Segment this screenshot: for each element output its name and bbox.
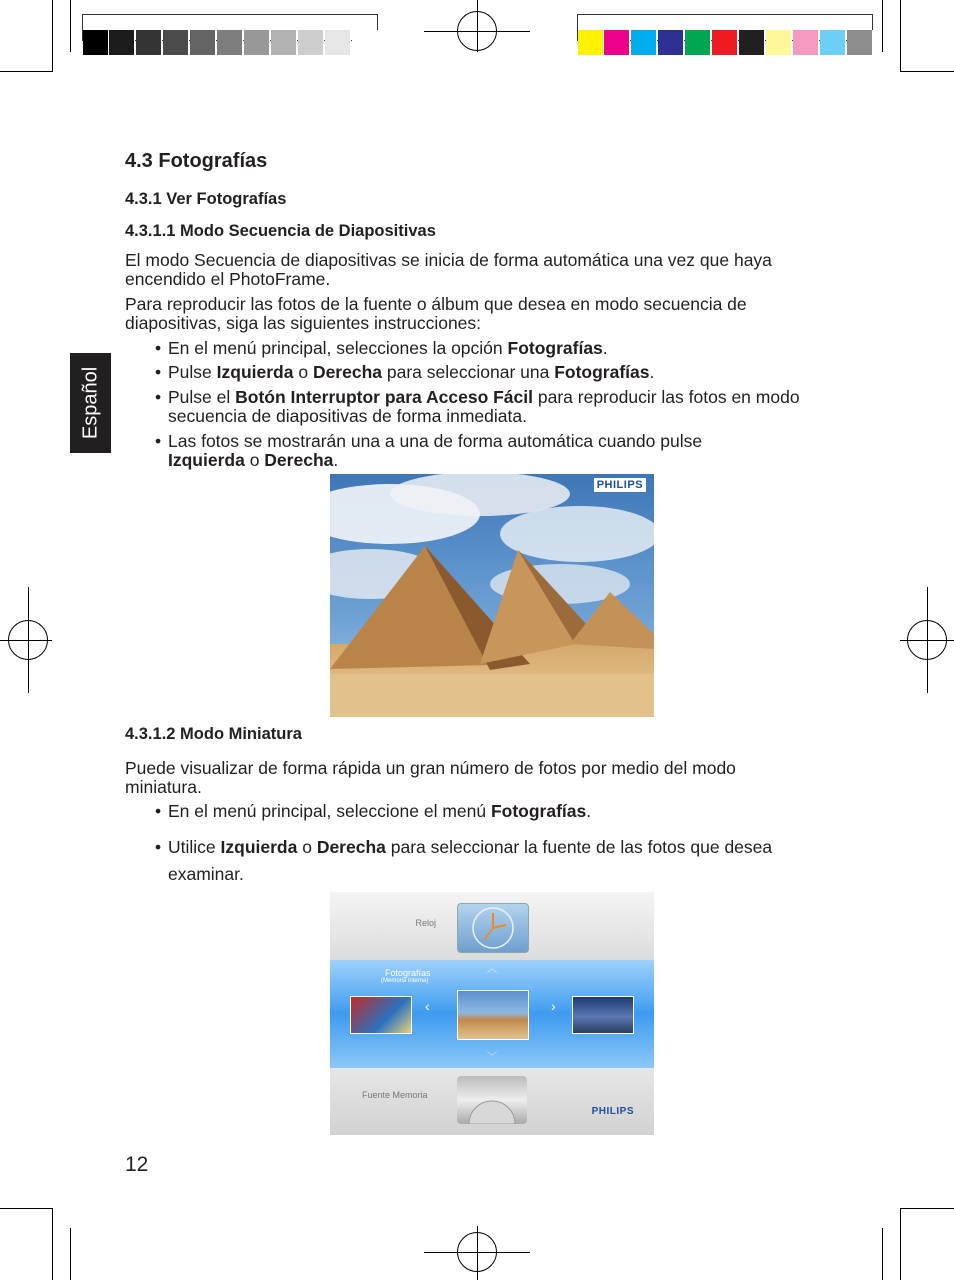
language-tab-label: Español [79, 366, 101, 440]
section-title: 4.3 Fotografías [125, 150, 268, 172]
chevron-down-icon[interactable]: ﹀ [487, 1052, 497, 1063]
list-item: • Las fotos se mostrarán una a una de forma automática cuando pulse Izquierda o Derecha. [155, 431, 703, 470]
menu-clock-label: Reloj [415, 918, 436, 928]
crop-mark [900, 1208, 901, 1280]
list-item: • Utilice Izquierda o Derecha para seleccionar la fuente de las fotos que desea examinar. [155, 837, 773, 884]
cmyk-color-bar [577, 14, 873, 41]
list-item: • En el menú principal, selecciones la opción Fotografías. [155, 338, 608, 358]
slideshow-para-2: Para reproducir las fotos de la fuente o álbum que desea en modo secuencia de diapositivas, siga las siguientes instrucciones: [125, 294, 747, 333]
thumbnail-photo-selected[interactable] [457, 990, 529, 1040]
list-item: • En el menú principal, seleccione el menú Fotografías. [155, 801, 592, 821]
menu-row-clock[interactable] [330, 892, 654, 960]
crop-mark [52, 0, 53, 72]
list-item: • Pulse el Botón Interruptor para Acceso Fácil para reproducir las fotos en modo secuencia de diapositivas de forma inmediata. [155, 387, 800, 426]
list-item: • Pulse Izquierda o Derecha para seleccionar una Fotografías. [155, 362, 655, 382]
crop-mark [900, 1208, 954, 1209]
menu-row-source[interactable] [330, 1068, 654, 1135]
menu-photos-sublabel: (Memoria interna) [381, 978, 429, 984]
chevron-up-icon[interactable]: ︿ [487, 964, 497, 975]
page-number: 12 [125, 1153, 149, 1176]
language-tab [70, 353, 111, 453]
crop-mark [70, 1228, 71, 1280]
crop-mark [70, 0, 71, 52]
slideshow-photo [330, 474, 654, 717]
grayscale-color-bar [82, 14, 378, 41]
memory-source-icon [457, 1076, 527, 1124]
thumbnail-photo-right[interactable] [572, 996, 634, 1034]
slideshow-para-1: El modo Secuencia de diapositivas se inicia de forma automática una vez que haya encendido el PhotoFrame. [125, 250, 772, 289]
subsection-title: 4.3.1 Ver Fotografías [125, 190, 287, 208]
crop-mark [882, 1228, 883, 1280]
crop-mark [900, 0, 901, 72]
crop-mark [0, 1208, 52, 1209]
crop-mark [52, 1208, 53, 1280]
crop-mark [0, 71, 52, 72]
crop-mark [882, 0, 883, 52]
chevron-right-icon[interactable]: › [551, 998, 556, 1014]
menu-row-photos[interactable] [330, 960, 654, 1068]
crop-mark [900, 71, 954, 72]
thumbnail-heading: 4.3.1.2 Modo Miniatura [125, 725, 302, 743]
thumbnail-para-1: Puede visualizar de forma rápida un gran número de fotos por medio del modo miniatura. [125, 758, 736, 797]
menu-source-label: Fuente Memoria [362, 1090, 428, 1100]
chevron-left-icon[interactable]: ‹ [425, 998, 430, 1014]
slideshow-heading: 4.3.1.1 Modo Secuencia de Diapositivas [125, 222, 436, 240]
thumbnail-photo-left[interactable] [350, 996, 412, 1034]
menu-photos-label: Fotografías [385, 968, 431, 978]
philips-logo: PHILIPS [591, 1106, 634, 1117]
clock-icon [457, 903, 529, 953]
photoframe-menu-screenshot [330, 892, 654, 1135]
philips-logo: PHILIPS [594, 478, 646, 492]
